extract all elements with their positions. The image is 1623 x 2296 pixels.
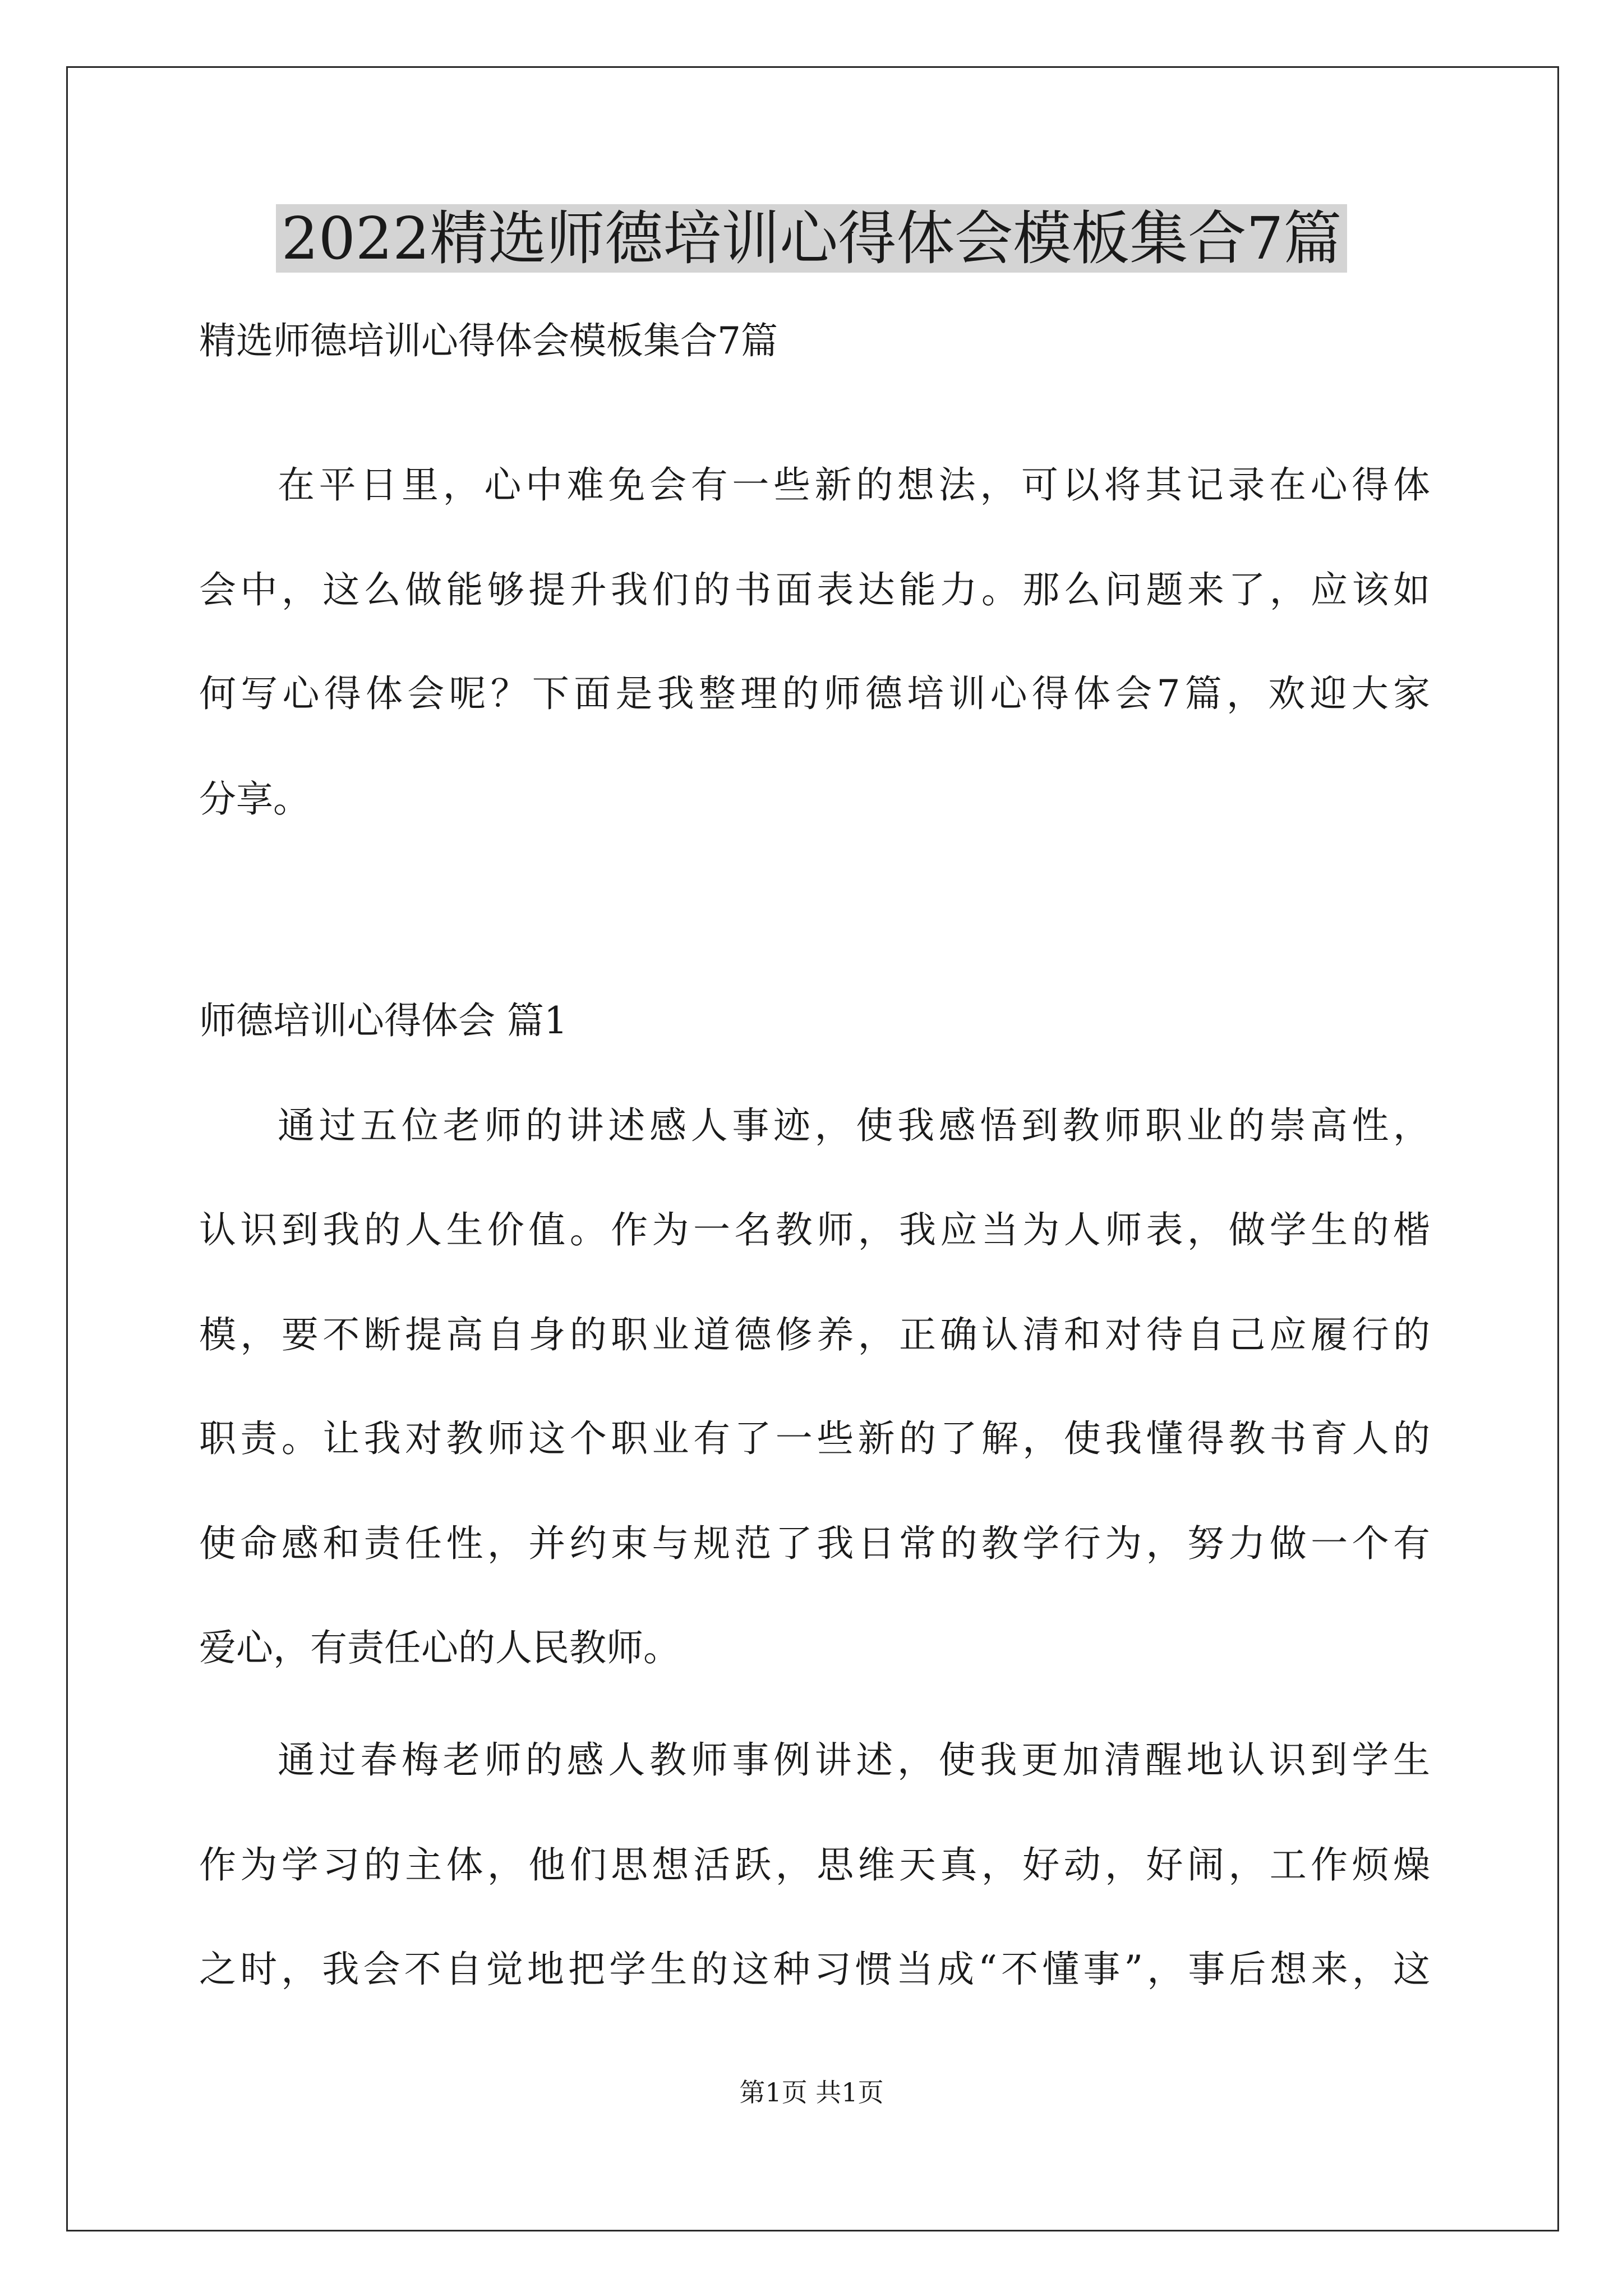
intro-line: 会中，这么做能够提升我们的书面表达能力。那么问题来了，应该如 bbox=[199, 568, 1430, 611]
paragraph-line: 之时，我会不自觉地把学生的这种习惯当成“不懂事”，事后想来，这 bbox=[199, 1948, 1430, 1991]
section-heading: 师德培训心得体会 篇1 bbox=[199, 999, 568, 1042]
paragraph-line: 通过五位老师的讲述感人事迹，使我感悟到教师职业的崇高性， bbox=[278, 1104, 1430, 1147]
paragraph-line: 认识到我的人生价值。作为一名教师，我应当为人师表，做学生的楷 bbox=[199, 1208, 1430, 1251]
paragraph-line: 通过春梅老师的感人教师事例讲述，使我更加清醒地认识到学生 bbox=[278, 1738, 1430, 1782]
document-title-text: 2022精选师德培训心得体会模板集合7篇 bbox=[276, 204, 1348, 273]
intro-line: 分享。 bbox=[199, 777, 310, 821]
page-footer: 第1页 共1页 bbox=[739, 2077, 884, 2108]
intro-line: 何写心得体会呢？下面是我整理的师德培训心得体会7篇，欢迎大家 bbox=[199, 672, 1430, 715]
paragraph-line: 爱心，有责任心的人民教师。 bbox=[199, 1626, 680, 1669]
paragraph-line: 作为学习的主体，他们思想活跃，思维天真，好动，好闹，工作烦燥 bbox=[199, 1843, 1430, 1887]
document-subtitle: 精选师德培训心得体会模板集合7篇 bbox=[199, 319, 778, 362]
intro-line: 在平日里，心中难免会有一些新的想法，可以将其记录在心得体 bbox=[278, 463, 1430, 507]
paragraph-line: 使命感和责任性，并约束与规范了我日常的教学行为，努力做一个有 bbox=[199, 1522, 1430, 1565]
paragraph-line: 模，要不断提高自身的职业道德修养，正确认清和对待自己应履行的 bbox=[199, 1313, 1430, 1356]
document-title bbox=[0, 199, 1623, 278]
paragraph-line: 职责。让我对教师这个职业有了一些新的了解，使我懂得教书育人的 bbox=[199, 1417, 1430, 1460]
